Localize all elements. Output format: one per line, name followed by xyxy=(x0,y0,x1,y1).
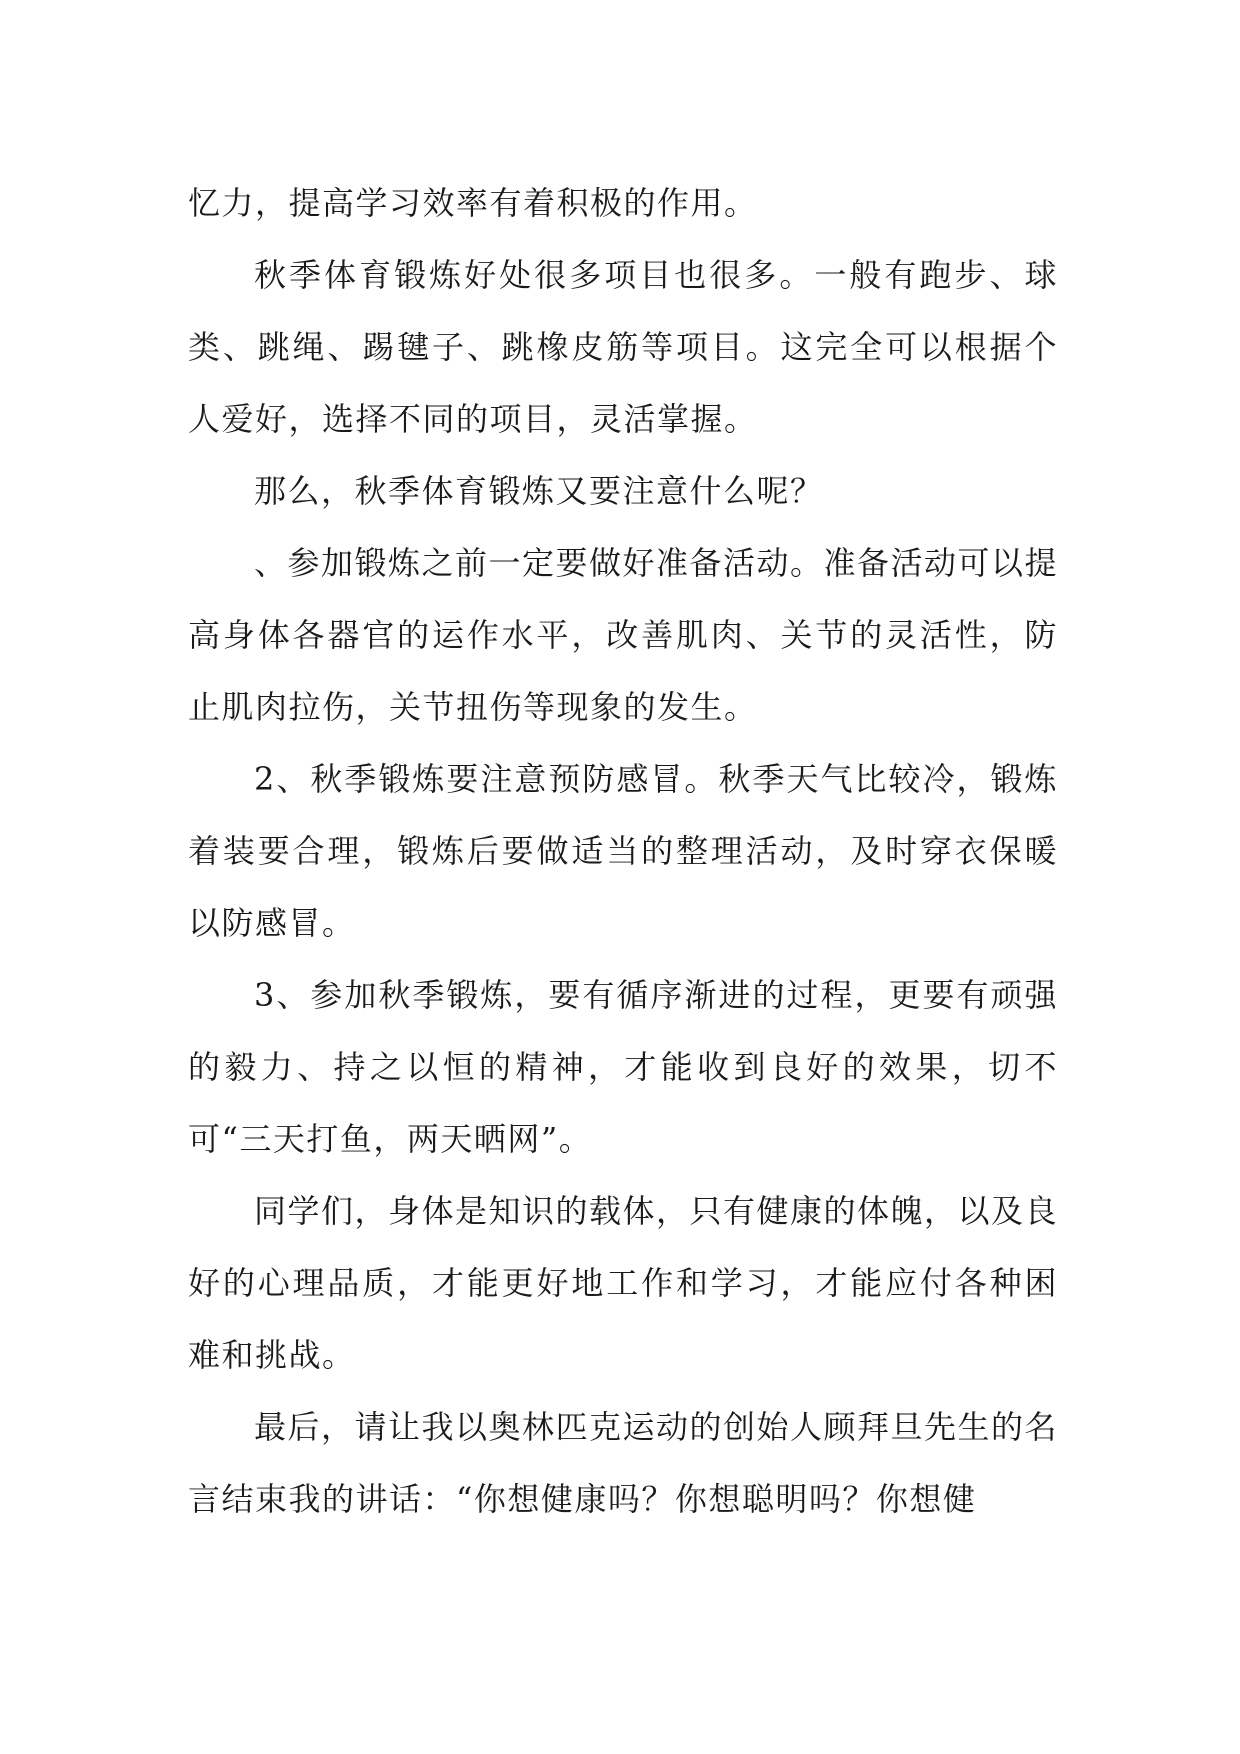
paragraph-continuation: 忆力，提高学习效率有着积极的作用。 xyxy=(188,184,758,222)
paragraph-question: 那么，秋季体育锻炼又要注意什么呢？ xyxy=(254,472,824,510)
paragraph-point-1-warmup: 、参加锻炼之前一定要做好准备活动。准备活动可以提高身体各器官的运作水平，改善肌肉、关节的灵活性，防止肌肉拉伤，关节扭伤等现象的发生。 xyxy=(188,544,1059,726)
paragraph-health-importance: 同学们，身体是知识的载体，只有健康的体魄，以及良好的心理品质，才能更好地工作和学习，才能应付各种困难和挑战。 xyxy=(188,1192,1059,1374)
paragraph-point-2-cold-prevention: 2、秋季锻炼要注意预防感冒。秋季天气比较冷，锻炼着装要合理，锻炼后要做适当的整理活动，及时穿衣保暖以防感冒。 xyxy=(188,760,1058,942)
document-body xyxy=(188,167,1058,1535)
paragraph-closing-quote: 最后，请让我以奥林匹克运动的创始人顾拜旦先生的名言结束我的讲话：“你想健康吗？你想聪明吗？你想健 xyxy=(188,1408,1059,1518)
paragraph-point-3-perseverance: 3、参加秋季锻炼，要有循序渐进的过程，更要有顽强的毅力、持之以恒的精神，才能收到良好的效果，切不可“三天打鱼，两天晒网”。 xyxy=(188,976,1058,1158)
paragraph-autumn-sports-benefits: 秋季体育锻炼好处很多项目也很多。一般有跑步、球类、跳绳、踢毽子、跳橡皮筋等项目。这完全可以根据个人爱好，选择不同的项目，灵活掌握。 xyxy=(188,256,1058,438)
